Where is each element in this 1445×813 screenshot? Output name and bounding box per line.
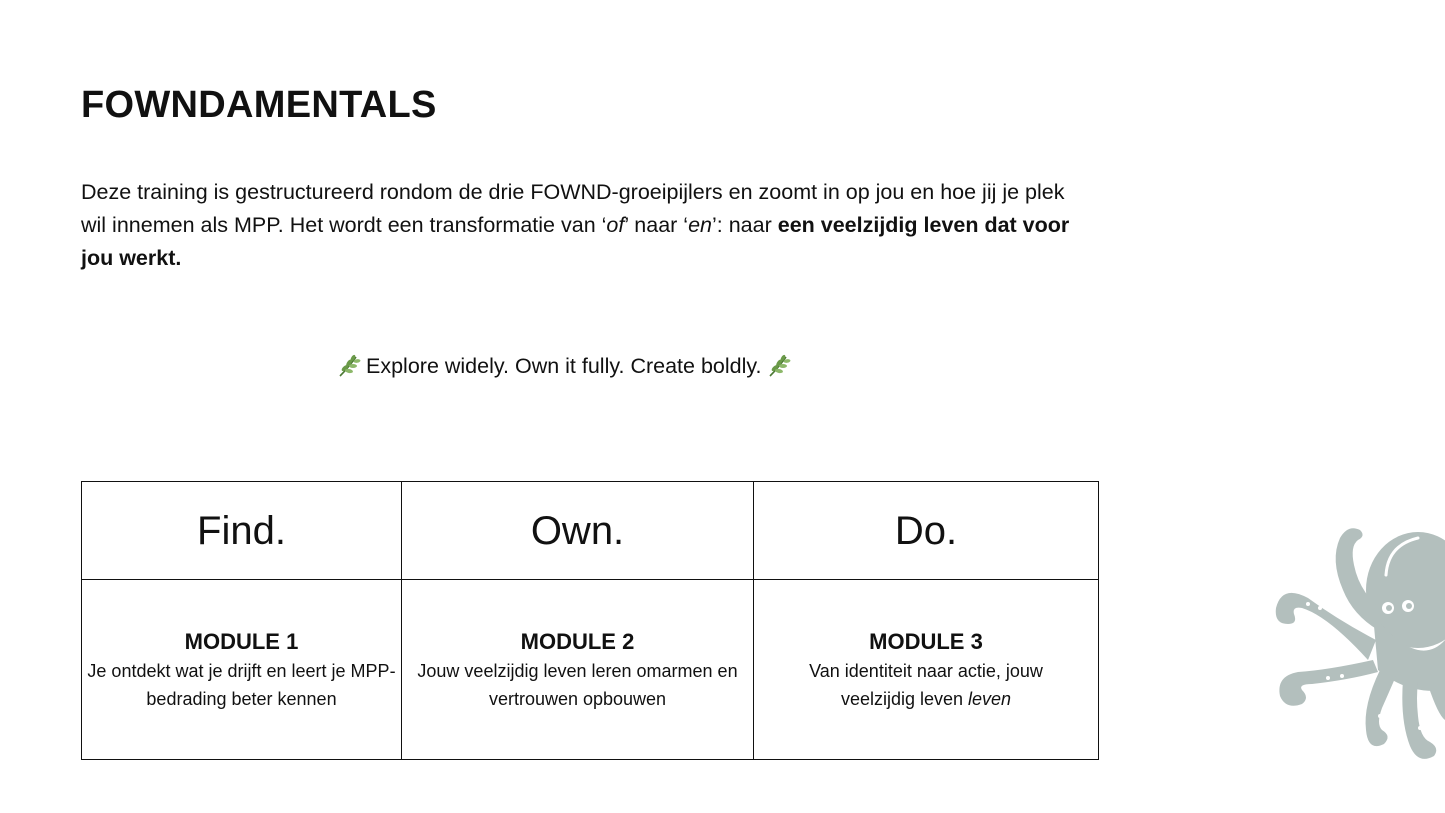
modules-row <box>82 580 1099 760</box>
motto-text: Explore widely. Own it fully. Create boldly. <box>366 354 762 378</box>
pillar-heading-own: Own. <box>402 482 754 580</box>
intro-bold-statement: een veelzijdig leven dat voor jou werkt. <box>81 213 1070 270</box>
module-title: MODULE 1 <box>184 628 299 654</box>
intro-text-3: ’: naar <box>712 213 778 237</box>
module-cell-3 <box>754 580 1099 760</box>
module-description-text: Je ontdekt wat je drijft en leert je MPP-bedrading beter kennen <box>87 660 396 709</box>
module-cell-1 <box>82 580 402 760</box>
pillar-heading-find: Find. <box>82 482 402 580</box>
intro-paragraph <box>81 176 1091 275</box>
module-cell-2 <box>402 580 754 760</box>
module-description <box>82 657 401 713</box>
module-description-italic: leven <box>968 688 1012 709</box>
module-description-text: Jouw veelzijdig leven leren omarmen en vertrouwen opbouwen <box>417 660 738 709</box>
module-title: MODULE 3 <box>869 628 983 654</box>
intro-text-2: ’ naar ‘ <box>624 213 689 237</box>
module-description <box>402 657 753 713</box>
intro-text-1: Deze training is gestructureerd rondom de drie FOWND-groeipijlers en zoomt in op jou en hoe jij je plek wil innemen als MPP. Het wordt een transformatie van ‘ <box>81 180 1065 237</box>
module-title: MODULE 2 <box>520 628 635 654</box>
modules-table <box>81 481 1099 760</box>
herb-sprig-icon <box>336 353 362 379</box>
module-description-text: Van identiteit naar actie, jouw veelzijdig leven <box>809 660 1043 709</box>
module-description <box>754 657 1098 713</box>
motto <box>336 351 792 381</box>
page-title: FOWNDAMENTALS <box>81 84 437 126</box>
herb-sprig-icon <box>766 353 792 379</box>
intro-italic-of: of <box>606 213 625 237</box>
intro-italic-en: en <box>688 213 712 237</box>
pillars-header-row <box>82 482 1099 580</box>
octopus-icon <box>1268 520 1445 765</box>
pillar-heading-do: Do. <box>754 482 1099 580</box>
